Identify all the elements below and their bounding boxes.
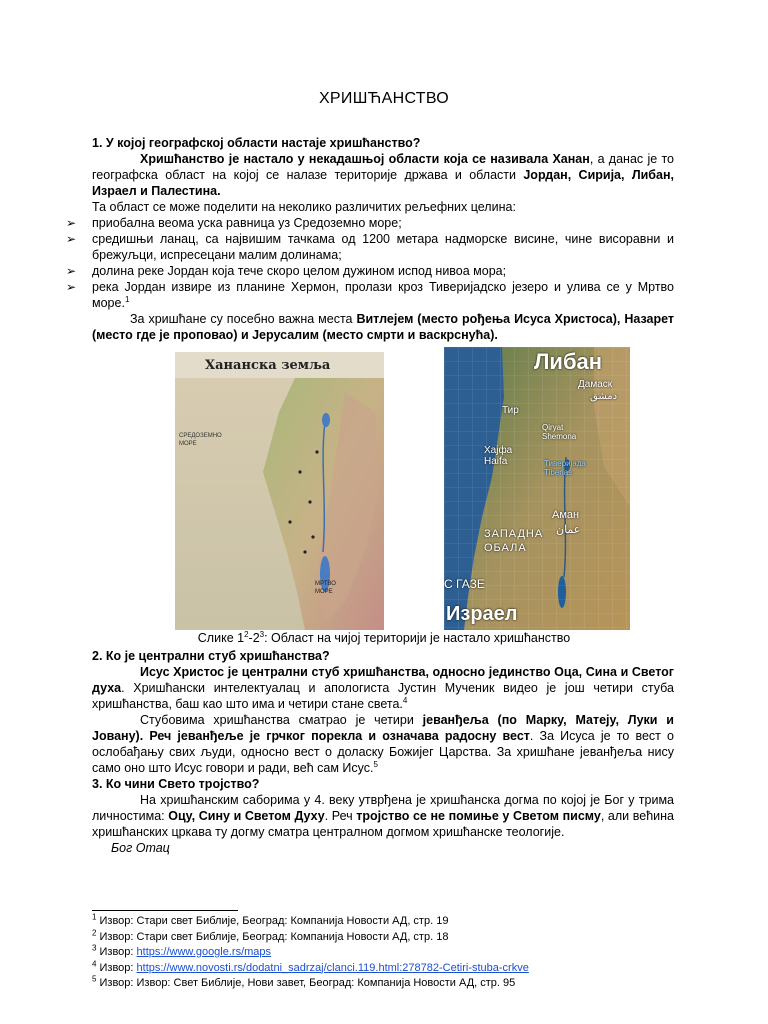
damascus-arabic-label: دمشق	[590, 391, 618, 402]
q3-paragraph-1: На хришћанским саборима у 4. веку утврђена је хришћанска догма по којој је Бог у трима личностима: Оцу, Сину и Светом Духу. Реч тројство се не помиње у Светом писму, али већина хришћанских цркава ту догму сматра централном догмом хришћанске теологије.	[92, 793, 675, 839]
israel-label: Израел	[446, 603, 518, 625]
footnote: $^3$ Извор: https://www.google.rs/maps	[92, 943, 272, 958]
footnotes	[92, 914, 692, 992]
q2-paragraph-2: Стубовима хришћанства сматрао је четири јеванђеља (по Марку, Матеју, Луки и Јовану). Реч јеванђеље је грчког порекла и означава радосну вест. За Исуса је то вест о ослобађању свих људи, односно вест о доласку Божијег Царства. За хришћане јеванђеља нису само оно што Исус говори и ради, већ сам Исус.$^5$	[92, 713, 674, 775]
qiryat-label: Qiryat Shemona	[542, 423, 577, 441]
lebanon-label: Либан	[534, 349, 603, 374]
q1-heading: 1. У којој географској области настаје хришћанство?	[92, 136, 421, 150]
q1-p1-bold2: Јордан, Сирија, Либан, Израел и Палестина.	[92, 168, 674, 198]
q1-paragraph-3: За хришћане су посебно важна места Витлејем (место рођења Исуса Христоса), Назарет (место где је проповао) и Јерусалим (место смрти и васкрснућа).	[92, 312, 675, 342]
arrow-bullet-icon: ➢	[66, 280, 77, 294]
arrow-bullet-icon: ➢	[66, 264, 77, 278]
satellite-map-image	[444, 347, 630, 630]
tiberias-label: Тиверијада Tiberias	[544, 459, 586, 477]
relief-list	[66, 215, 674, 311]
q2-heading: 2. Ко је централни стуб хришћанства?	[92, 649, 330, 663]
arrow-bullet-icon: ➢	[66, 232, 77, 246]
footnote-link[interactable]: https://www.google.rs/maps	[136, 946, 272, 958]
canaan-map-svg	[175, 352, 384, 630]
amman-label: Аман	[552, 509, 580, 521]
dead-sea-label: МРТВО МОРЕ	[315, 581, 336, 595]
gaza-label: С ГАЗЕ	[444, 577, 485, 591]
section-q2	[92, 648, 674, 856]
arrow-bullet-icon: ➢	[66, 216, 77, 230]
q3-italic-item: Бог Отац	[111, 841, 170, 855]
canaan-map-image	[175, 352, 384, 630]
footnote: $^2$ Извор: Стари свет Библије, Београд: Компанија Новости АД, стр. 18	[92, 927, 449, 943]
footnote-ref[interactable]: 2	[244, 629, 249, 639]
q1-paragraph-2: Та област се може поделити на неколико различитих рељефних целина:	[92, 200, 516, 214]
footnote-ref[interactable]: 1	[124, 294, 130, 304]
sea-label: СРЕДОЗЕМНО МОРЕ	[179, 433, 222, 447]
footnote: $^5$ Извор: Извор: Свет Библије, Нови завет, Београд: Компанија Новости АД, стр. 95	[92, 974, 516, 989]
footnote: $^1$ Извор: Стари свет Библије, Београд: Компанија Новости АД, стр. 19	[92, 912, 449, 927]
section-q1	[66, 135, 675, 343]
figure-caption: Слике $1^2-2^3$: Област на чијој територији је настало хришћанство	[197, 629, 571, 645]
footnote-ref[interactable]: 4	[402, 695, 408, 705]
q1-p1-rest: , а данас је то географска област на којој се налазе територије држава и области	[92, 152, 675, 182]
q2-paragraph-1: Исус Христос је централни стуб хришћанства, односно јединство Оца, Сина и Светог духа. Хришћански интелектуалац и апологиста Јустин Мученик видео је још четири стуба хришћанства, баш као што има и четири стане света.$^4$	[92, 665, 674, 711]
footnote: $^4$ Извор: https://www.novosti.rs/dodatni_sadrzaj/clanci.119.html:278782-Cetiri-stuba-crkve	[92, 958, 529, 974]
amman-arabic-label: عمان	[556, 524, 581, 536]
footnote-ref[interactable]: 3	[259, 629, 265, 639]
list-item: ➢ средишњи ланац, са највишим тачкама од 1200 метара надморске висине, чине висоравни и брежуљци, испресецани малим долинама;	[66, 232, 674, 262]
tyre-label: Тир	[502, 405, 519, 416]
page-title: ХРИШЋАНСТВО	[318, 90, 450, 107]
footnote-ref[interactable]: 5	[373, 759, 378, 769]
footnote-divider	[92, 910, 238, 911]
list-item: ➢ река Јордан извире из планине Хермон, пролази кроз Тиверијадско језеро и улива се у Мртво море.$^1$	[66, 280, 674, 310]
q1-p1-bold: Хришћанство је настало у некадашњој области која се називала Ханан	[140, 152, 590, 166]
list-item: ➢ долина реке Јордан која тече скоро целом дужином испод нивоа мора;	[66, 264, 507, 278]
footnote-link[interactable]: https://www.novosti.rs/dodatni_sadrzaj/clanci.119.html:278782-Cetiri-stuba-crkve	[136, 961, 529, 974]
q3-heading: 3. Ко чини Свето тројство?	[92, 777, 260, 791]
west-bank-label: ЗАПАДНА ОБАЛА	[484, 528, 544, 554]
q1-paragraph-1	[92, 151, 674, 199]
list-item: ➢ приобална веома уска равница уз Средоземно море;	[66, 216, 402, 230]
damascus-label: Дамаск	[578, 379, 613, 390]
haifa-label: Хајфа Haifa	[484, 445, 513, 467]
canaan-map-title: Хананска земља	[205, 358, 331, 373]
